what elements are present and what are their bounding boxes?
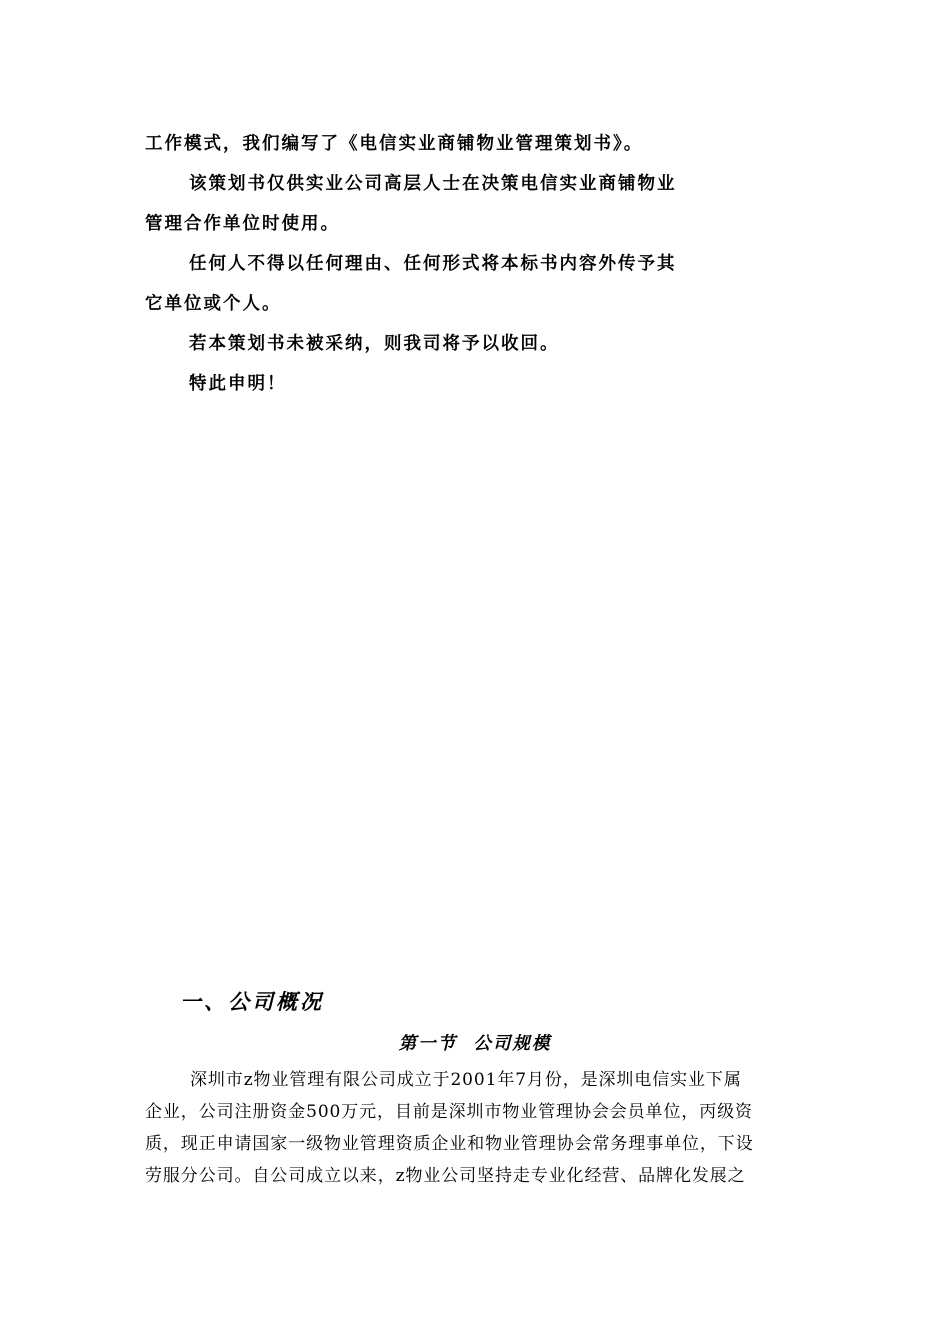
notice-line: 若本策划书未被采纳，则我司将予以收回。 [189,334,560,354]
subsection-heading: 第一节 公司规模 [398,1034,552,1054]
notice-line: 管理合作单位时使用。 [145,214,340,234]
notice-line: 特此申明！ [189,374,287,394]
confidentiality-notice [145,124,810,404]
notice-line: 该策划书仅供实业公司高层人士在决策电信实业商铺物业 [189,174,677,194]
paragraph-line: 深圳市z物业管理有限公司成立于2001年7月份，是深圳电信实业下属 [190,1070,742,1090]
paragraph-line: 质，现正申请国家一级物业管理资质企业和物业管理协会常务理事单位，下设 [145,1134,754,1154]
paragraph-line: 劳服分公司。自公司成立以来，z物业公司坚持走专业化经营、品牌化发展之 [145,1166,746,1186]
section-heading: 一、公司概况 [180,989,324,1014]
company-overview-paragraph [145,1064,810,1192]
notice-line: 任何人不得以任何理由、任何形式将本标书内容外传予其 [189,254,677,274]
notice-line: 工作模式，我们编写了《电信实业商铺物业管理策划书》。 [145,134,644,154]
notice-line: 它单位或个人。 [145,294,282,314]
paragraph-line: 企业，公司注册资金500万元，目前是深圳市物业管理协会会员单位，丙级资 [145,1102,753,1122]
